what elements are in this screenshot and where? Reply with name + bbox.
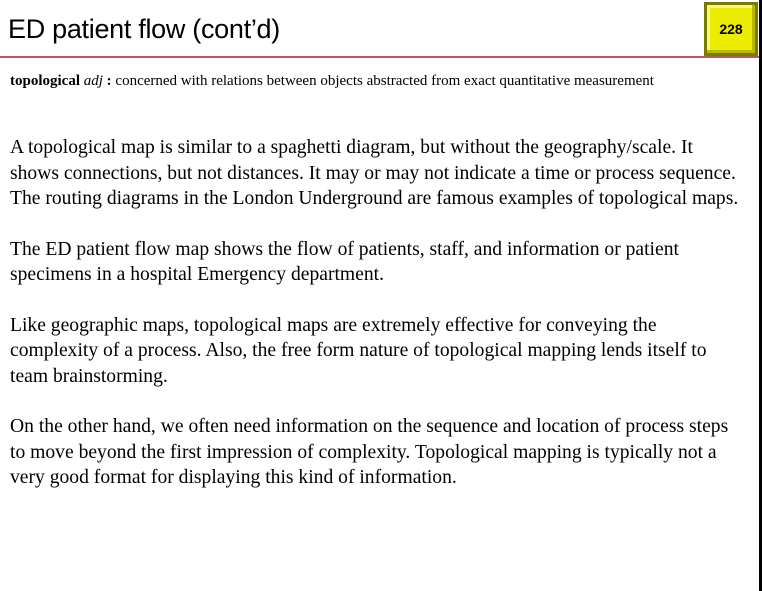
definition-text: concerned with relations between objects abstracted from exact quantitative measurement [115, 73, 654, 89]
page-number-badge [704, 2, 758, 56]
definition-part-of-speech: adj [83, 73, 103, 89]
definition-term: topological [10, 73, 80, 89]
title-divider [0, 56, 759, 58]
page-number: 228 [719, 21, 743, 37]
slide-title: ED patient flow (cont’d) [8, 14, 280, 44]
paragraph-ed-flow-map: The ED patient flow map shows the flow of patients, staff, and information or patient specimens in a hospital Emergency department. [10, 238, 679, 285]
paragraph-topological-map: A topological map is similar to a spaghetti diagram, but without the geography/scale. It shows connections, but not distances. It may or may not indicate a time or process sequence. The routing diagrams in the London Underground are famous examples of topological maps. [10, 137, 739, 209]
definition-separator: : [106, 73, 112, 89]
body-text [10, 135, 746, 516]
paragraph-limitations: On the other hand, we often need information on the sequence and location of process steps to move beyond the first impression of complexity. Topological mapping is typically not a very good format for displaying this kind of information. [10, 416, 729, 488]
definition [10, 71, 710, 92]
paragraph-effectiveness: Like geographic maps, topological maps are extremely effective for conveying the complexity of a process. Also, the free form nature of topological mapping lends itself to team brainstorming. [10, 314, 707, 387]
